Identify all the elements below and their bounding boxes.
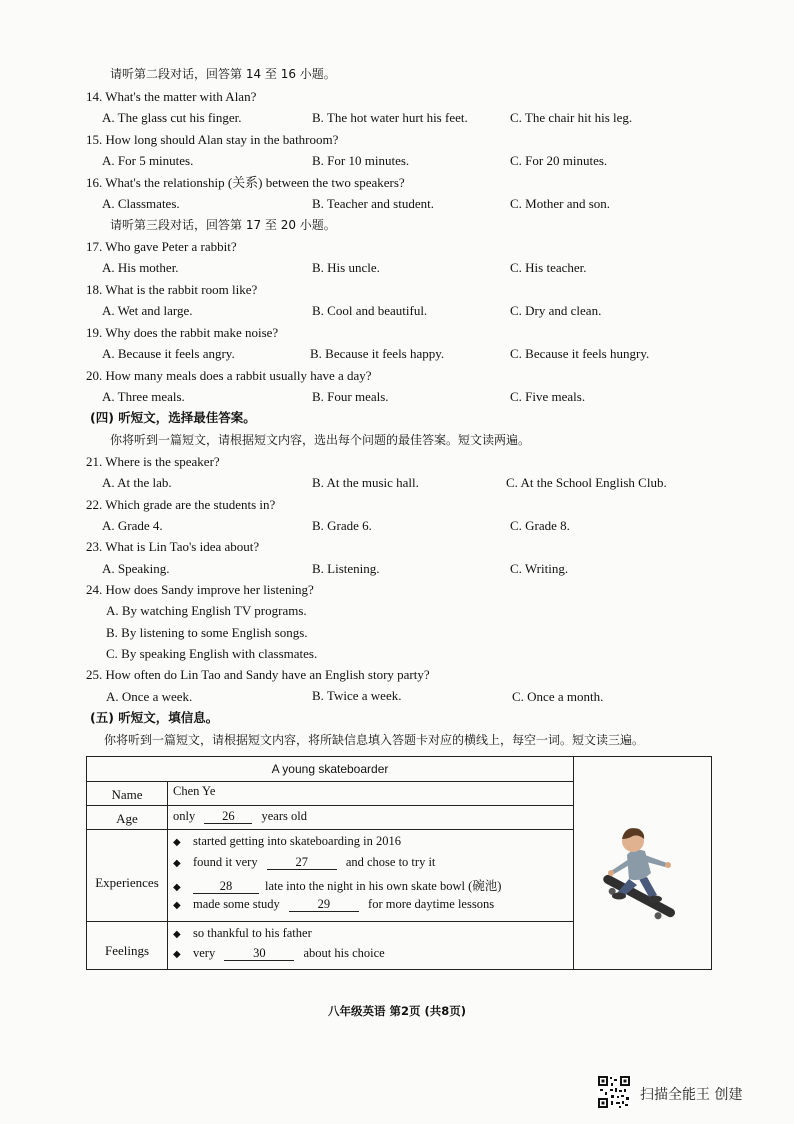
- experiences-label: Experiences: [95, 875, 159, 890]
- exp4-post-text: for more daytime lessons: [368, 897, 495, 911]
- question-18: 18. What is the rabbit room like?: [86, 282, 258, 297]
- q15-option-a: A. For 5 minutes.: [102, 153, 194, 168]
- q20-option-a: A. Three meals.: [102, 389, 185, 404]
- q25-option-c: C. Once a month.: [512, 689, 604, 704]
- question-15: 15. How long should Alan stay in the bathroom?: [86, 132, 339, 147]
- q18-option-c: C. Dry and clean.: [510, 303, 602, 318]
- exp4-pre-text: made some study: [193, 897, 280, 911]
- feelings-label: Feelings: [104, 943, 150, 958]
- listen2-instruction: 请听第二段对话，回答第 14 至 16 小题。: [110, 67, 336, 81]
- experience-4: [173, 897, 494, 912]
- q14-option-a: A. The glass cut his finger.: [102, 110, 242, 125]
- feel2-post-text: about his choice: [303, 946, 385, 960]
- q21-option-b: B. At the music hall.: [312, 475, 419, 490]
- q19-option-b: B. Because it feels happy.: [310, 346, 445, 361]
- blank-29: 29: [289, 897, 359, 912]
- feeling-2: [173, 946, 385, 961]
- blank-28: 28: [193, 879, 259, 894]
- q25-option-a: A. Once a week.: [106, 689, 193, 704]
- q16-option-c: C. Mother and son.: [510, 196, 611, 211]
- question-17: 17. Who gave Peter a rabbit?: [86, 239, 237, 254]
- question-16: 16. What's the relationship (关系) between the two speakers?: [86, 175, 405, 190]
- question-25: 25. How often do Lin Tao and Sandy have an English story party?: [86, 667, 430, 682]
- q20-option-c: C. Five meals.: [510, 389, 586, 404]
- q17-option-a: A. His mother.: [102, 260, 179, 275]
- age-post-text: years old: [261, 809, 307, 823]
- exp2-pre-text: found it very: [193, 855, 258, 869]
- q23-option-c: C. Writing.: [510, 561, 569, 576]
- question-14: 14. What's the matter with Alan?: [86, 89, 257, 104]
- qr-code-icon: [597, 1075, 631, 1109]
- question-21: 21. Where is the speaker?: [86, 454, 220, 469]
- q24-option-a: A. By watching English TV programs.: [106, 603, 307, 618]
- age-label: Age: [116, 811, 138, 826]
- q15-option-c: C. For 20 minutes.: [510, 153, 608, 168]
- question-23: 23. What is Lin Tao's idea about?: [86, 539, 260, 554]
- q23-option-a: A. Speaking.: [102, 561, 170, 576]
- q24-option-b: B. By listening to some English songs.: [106, 625, 308, 640]
- q21-option-c: C. At the School English Club.: [506, 475, 667, 490]
- experience-1: [173, 834, 401, 849]
- listen3-instruction: 请听第三段对话，回答第 17 至 20 小题。: [110, 218, 336, 232]
- q17-option-c: C. His teacher.: [510, 260, 587, 275]
- q19-option-a: A. Because it feels angry.: [102, 346, 235, 361]
- q20-option-b: B. Four meals.: [312, 389, 389, 404]
- blank-27: 27: [267, 855, 337, 870]
- part5-instruction: 你将听到一篇短文，请根据短文内容，将所缺信息填入答题卡对应的横线上，每空一词。短文读三遍。: [104, 733, 645, 747]
- q18-option-b: B. Cool and beautiful.: [312, 303, 428, 318]
- q16-option-b: B. Teacher and student.: [312, 196, 434, 211]
- q19-option-c: C. Because it feels hungry.: [510, 346, 650, 361]
- bullet-icon: ◆: [173, 837, 181, 848]
- experience-3: [173, 876, 501, 894]
- q21-option-a: A. At the lab.: [102, 475, 172, 490]
- q14-option-c: C. The chair hit his leg.: [510, 110, 633, 125]
- name-value: Chen Ye: [173, 784, 216, 798]
- bullet-icon: ◆: [173, 949, 181, 960]
- q14-option-b: B. The hot water hurt his feet.: [312, 110, 468, 125]
- exp1-text: started getting into skateboarding in 2016: [193, 834, 401, 848]
- feel1-text: so thankful to his father: [193, 926, 312, 940]
- bullet-icon: ◆: [173, 929, 181, 940]
- exp2-post-text: and chose to try it: [345, 855, 436, 869]
- question-24: 24. How does Sandy improve her listening?: [86, 582, 314, 597]
- q22-option-c: C. Grade 8.: [510, 518, 570, 533]
- feeling-1: [173, 926, 312, 941]
- exp3-post-text: late into the night in his own skate bowl (碗池): [265, 879, 502, 893]
- table-title: A young skateboarder: [87, 757, 573, 782]
- question-22: 22. Which grade are the students in?: [86, 497, 276, 512]
- question-19: 19. Why does the rabbit make noise?: [86, 325, 279, 340]
- page-footer: 八年级英语 第2页 (共8页): [327, 1004, 467, 1018]
- q18-option-a: A. Wet and large.: [102, 303, 193, 318]
- blank-30: 30: [224, 946, 294, 961]
- q15-option-b: B. For 10 minutes.: [312, 153, 410, 168]
- bullet-icon: ◆: [173, 858, 181, 869]
- bullet-icon: ◆: [173, 882, 181, 893]
- q22-option-a: A. Grade 4.: [102, 518, 163, 533]
- part4-heading: (四) 听短文，选择最佳答案。: [90, 410, 256, 425]
- q23-option-b: B. Listening.: [312, 561, 380, 576]
- age-row: [173, 809, 307, 824]
- bullet-icon: ◆: [173, 900, 181, 911]
- part5-heading: (五) 听短文，填信息。: [90, 710, 219, 725]
- q16-option-a: A. Classmates.: [102, 196, 180, 211]
- question-20: 20. How many meals does a rabbit usually have a day?: [86, 368, 372, 383]
- q24-option-c: C. By speaking English with classmates.: [106, 646, 318, 661]
- q25-option-b: B. Twice a week.: [312, 688, 402, 703]
- experience-2: [173, 855, 435, 870]
- part4-instruction: 你将听到一篇短文，请根据短文内容，选出每个问题的最佳答案。短文读两遍。: [110, 433, 531, 447]
- feel2-pre-text: very: [193, 946, 216, 960]
- skateboarder-image: [587, 817, 697, 927]
- q17-option-b: B. His uncle.: [312, 260, 380, 275]
- info-table: [86, 756, 712, 970]
- q22-option-b: B. Grade 6.: [312, 518, 372, 533]
- age-pre-text: only: [173, 809, 196, 823]
- name-label: Name: [111, 787, 143, 802]
- scanner-watermark: 扫描全能王 创建: [640, 1087, 743, 1103]
- blank-26: 26: [204, 809, 252, 824]
